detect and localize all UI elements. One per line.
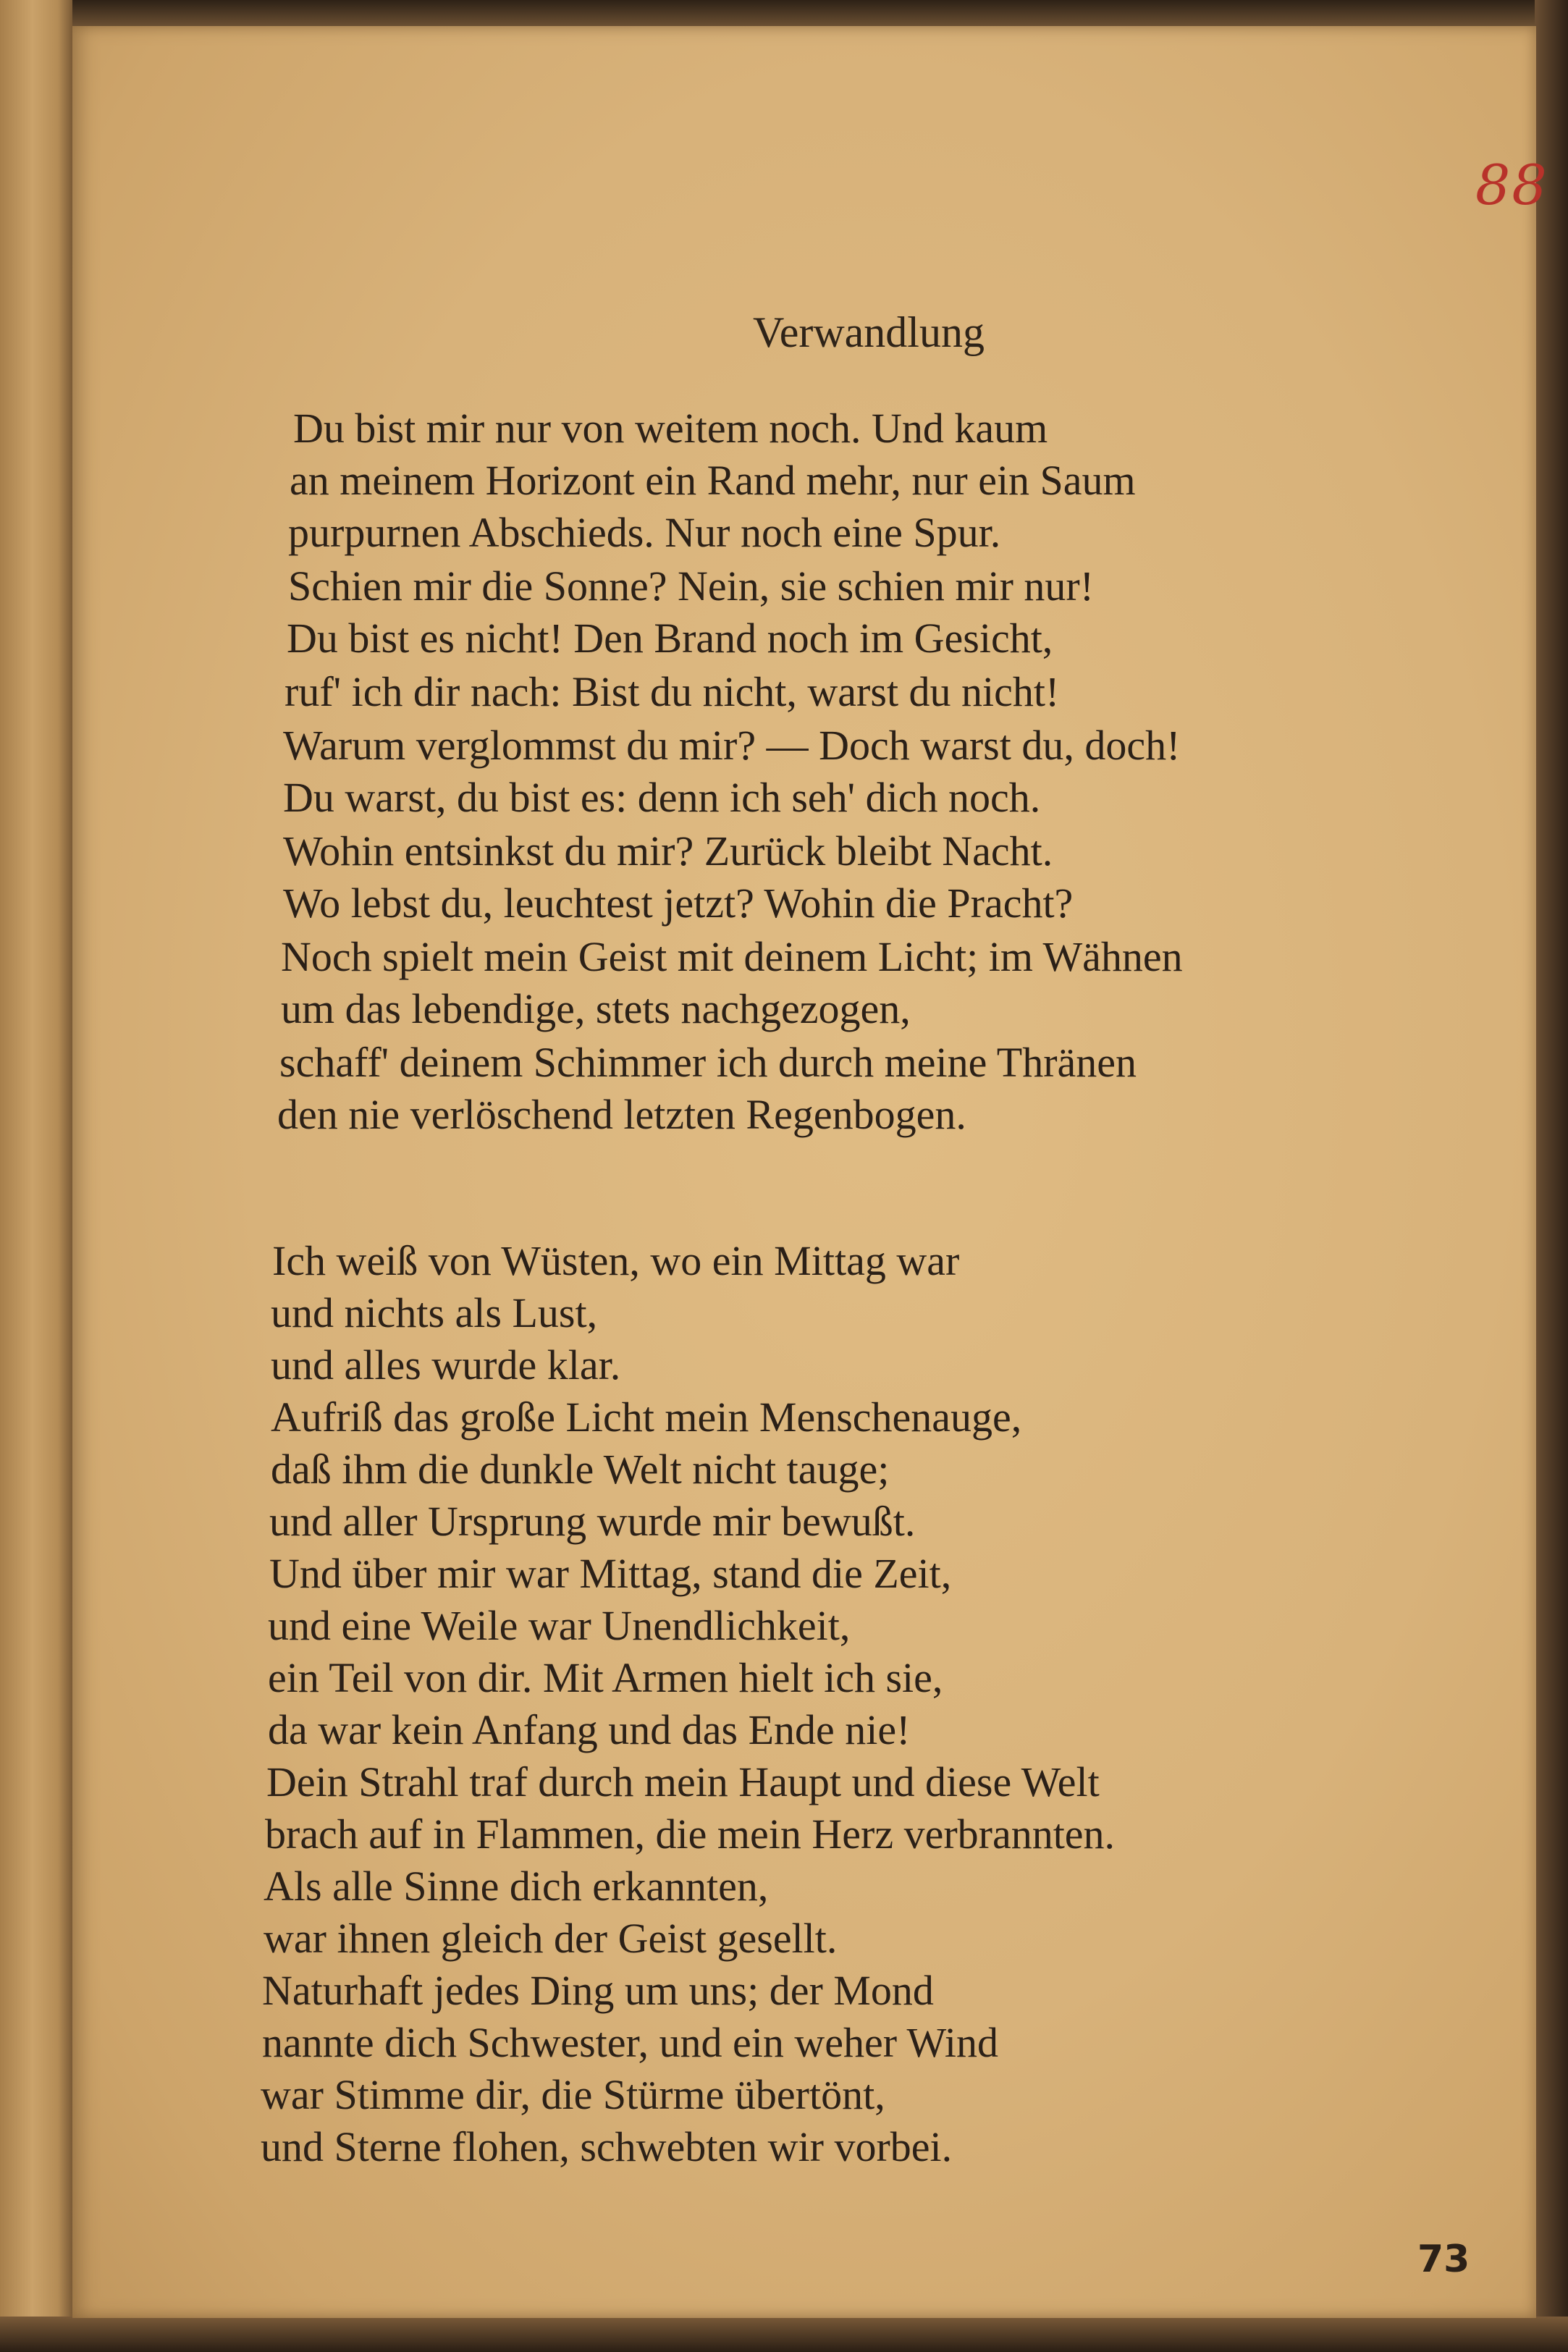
poem-line: Aufriß das große Licht mein Menschenauge, — [271, 1394, 1022, 1441]
book-top-edge — [0, 0, 1568, 28]
poem-line: Noch spielt mein Geist mit deinem Licht; im Wähnen — [281, 933, 1183, 980]
poem-line: Schien mir die Sonne? Nein, sie schien mir nur! — [288, 562, 1095, 610]
poem-line: an meinem Horizont ein Rand mehr, nur ein Saum — [290, 457, 1136, 504]
poem-line: und nichts als Lust, — [271, 1289, 598, 1336]
poem-line: schaff' deinem Schimmer ich durch meine Thränen — [279, 1039, 1137, 1086]
handwritten-folio-number: 88 — [1475, 153, 1548, 217]
book-bottom-edge — [0, 2317, 1568, 2352]
poem-line: Und über mir war Mittag, stand die Zeit, — [269, 1550, 952, 1597]
poem-line: und aller Ursprung wurde mir bewußt. — [269, 1498, 916, 1545]
poem-line: und alles wurde klar. — [271, 1341, 621, 1388]
poem-line: nannte dich Schwester, und ein weher Wind — [262, 2019, 999, 2066]
poem-line: brach auf in Flammen, die mein Herz verbrannten. — [265, 1811, 1116, 1858]
poem-line: purpurnen Abschieds. Nur noch eine Spur. — [288, 509, 1001, 556]
poem-line: Wo lebst du, leuchtest jetzt? Wohin die Pracht? — [283, 880, 1074, 927]
poem-line: Wohin entsinkst du mir? Zurück bleibt Nacht. — [283, 827, 1053, 874]
book-page — [72, 26, 1548, 2318]
poem-line: da war kein Anfang und das Ende nie! — [268, 1706, 911, 1753]
poem-line: Ich weiß von Wüsten, wo ein Mittag war — [272, 1237, 960, 1284]
poem-line: um das lebendige, stets nachgezogen, — [281, 985, 911, 1032]
poem-line: Warum verglommst du mir? — Doch warst du, doch! — [283, 722, 1181, 769]
poem-line: und Sterne flohen, schwebten wir vorbei. — [261, 2123, 953, 2170]
poem-line: Du warst, du bist es: denn ich seh' dich noch. — [283, 774, 1041, 821]
poem-line: Du bist mir nur von weitem noch. Und kaum — [293, 405, 1048, 452]
previous-page-edge — [0, 0, 72, 2352]
poem-line: war Stimme dir, die Stürme übertönt, — [261, 2071, 885, 2118]
poem-title: Verwandlung — [753, 308, 985, 356]
poem-line: war ihnen gleich der Geist gesellt. — [264, 1915, 838, 1962]
poem-line: und eine Weile war Unendlichkeit, — [268, 1602, 851, 1649]
book-binding-edge — [1535, 0, 1568, 2352]
poem-line: Du bist es nicht! Den Brand noch im Gesicht, — [287, 615, 1053, 662]
page-number: 73 — [1417, 2238, 1470, 2281]
poem-line: ruf' ich dir nach: Bist du nicht, warst du nicht! — [284, 668, 1060, 715]
poem-line: Dein Strahl traf durch mein Haupt und diese Welt — [266, 1758, 1100, 1805]
poem-line: daß ihm die dunkle Welt nicht tauge; — [271, 1446, 890, 1493]
poem-line: ein Teil von dir. Mit Armen hielt ich sie, — [268, 1654, 943, 1701]
poem-line: Als alle Sinne dich erkannten, — [264, 1863, 769, 1910]
poem-line: Naturhaft jedes Ding um uns; der Mond — [262, 1967, 934, 2014]
poem-line: den nie verlöschend letzten Regenbogen. — [277, 1091, 966, 1138]
